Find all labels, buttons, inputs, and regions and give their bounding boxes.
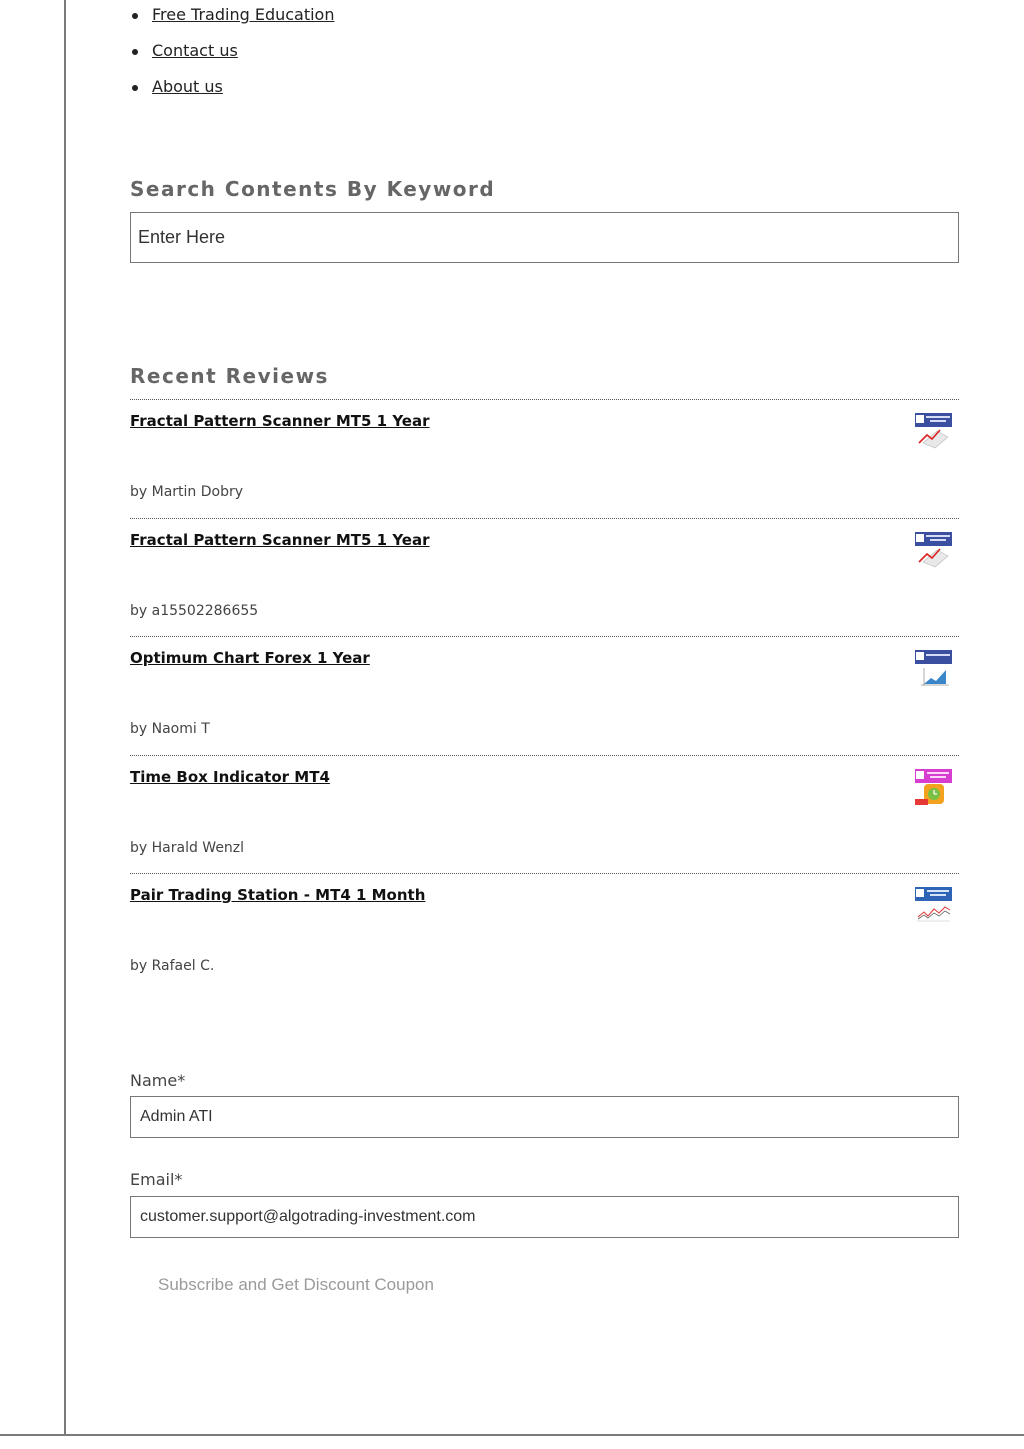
review-item bbox=[130, 518, 959, 637]
nav-list-item bbox=[130, 77, 334, 113]
review-title-link[interactable]: Fractal Pattern Scanner MT5 1 Year bbox=[130, 530, 430, 549]
review-item bbox=[130, 636, 959, 755]
nav-list-item bbox=[130, 41, 334, 77]
contact-us-link[interactable]: Contact us bbox=[152, 41, 238, 60]
search-input[interactable] bbox=[130, 212, 959, 263]
review-title-link[interactable]: Optimum Chart Forex 1 Year bbox=[130, 649, 370, 667]
fractal-pattern-scanner-icon[interactable] bbox=[915, 413, 952, 450]
review-author: by Naomi T bbox=[130, 721, 210, 737]
review-item bbox=[130, 873, 959, 992]
free-trading-education-link[interactable]: Free Trading Education bbox=[152, 5, 335, 24]
nav-list-item bbox=[130, 5, 334, 41]
name-input[interactable] bbox=[130, 1096, 959, 1138]
optimum-chart-icon[interactable] bbox=[915, 650, 952, 687]
email-input[interactable] bbox=[130, 1196, 959, 1238]
review-author: by a15502286655 bbox=[130, 602, 259, 619]
review-title-link[interactable]: Fractal Pattern Scanner MT5 1 Year bbox=[130, 412, 430, 430]
pair-trading-station-icon[interactable] bbox=[915, 887, 952, 924]
search-heading: Search Contents By Keyword bbox=[130, 177, 496, 201]
review-item bbox=[130, 399, 959, 518]
subscribe-button[interactable]: Subscribe and Get Discount Coupon bbox=[148, 1271, 444, 1299]
fractal-pattern-scanner-icon[interactable] bbox=[915, 532, 952, 569]
email-label: Email* bbox=[130, 1170, 183, 1189]
review-title-link[interactable]: Time Box Indicator MT4 bbox=[130, 767, 330, 786]
left-border-line bbox=[64, 0, 66, 1435]
about-us-link[interactable]: About us bbox=[152, 77, 223, 96]
bottom-border-line bbox=[0, 1434, 1024, 1436]
review-author: by Martin Dobry bbox=[130, 484, 244, 500]
time-box-indicator-icon[interactable] bbox=[915, 769, 952, 806]
review-author: by Rafael C. bbox=[130, 958, 215, 974]
review-title-link[interactable]: Pair Trading Station - MT4 1 Month bbox=[130, 886, 426, 904]
nav-link-list bbox=[130, 5, 334, 113]
name-label: Name* bbox=[130, 1071, 186, 1090]
recent-reviews-heading: Recent Reviews bbox=[130, 364, 329, 388]
recent-reviews-list bbox=[130, 399, 959, 992]
review-item bbox=[130, 755, 959, 874]
review-author: by Harald Wenzl bbox=[130, 839, 245, 856]
